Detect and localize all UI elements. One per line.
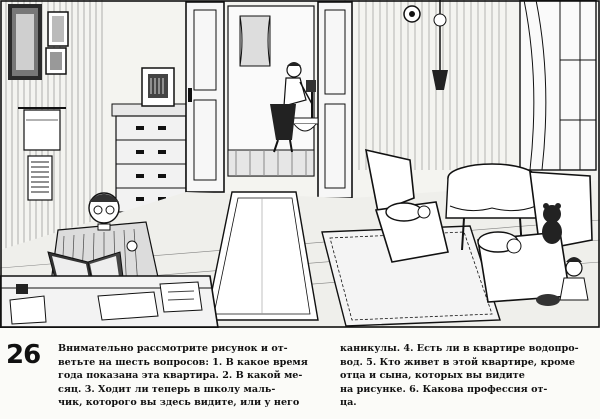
- text-line: отца и сына, которых вы видите: [340, 370, 525, 382]
- wall-calendar: [28, 156, 52, 200]
- door-left: [186, 2, 224, 192]
- window-curtain: [520, 0, 596, 170]
- radio-set: [142, 68, 174, 106]
- wall-meter: [404, 6, 420, 22]
- text-line: чик, которого вы здесь видите, или у него: [58, 397, 300, 409]
- text-line: Внимательно рассмотрите рисунок и от-: [58, 343, 288, 354]
- small-picture-2: [46, 48, 66, 74]
- inkwell: [16, 284, 28, 294]
- small-picture: [48, 12, 68, 46]
- question-text-right: [340, 342, 594, 410]
- text-line: каникулы. 4. Есть ли в квартире водопро-: [340, 343, 579, 354]
- question-caption: [0, 328, 600, 419]
- text-line: вод. 5. Кто живет в этой квартире, кроме: [340, 356, 575, 368]
- text-line: на рисунке. 6. Какова профессия от-: [340, 383, 548, 395]
- question-text-left: [58, 342, 328, 410]
- towel-rail: [18, 108, 66, 150]
- wall-picture: [8, 4, 42, 80]
- text-line: сяц. 3. Ходит ли теперь в школу маль-: [58, 383, 276, 395]
- puzzle-number: 26: [6, 340, 41, 370]
- text-line: ца.: [340, 397, 357, 409]
- text-line: ветьте на шесть вопросов: 1. В какое время: [58, 356, 308, 368]
- teddy-bear: [542, 203, 562, 244]
- door-right: [318, 2, 352, 198]
- text-line: года показана эта квартира. 2. В какой ме-: [58, 370, 303, 382]
